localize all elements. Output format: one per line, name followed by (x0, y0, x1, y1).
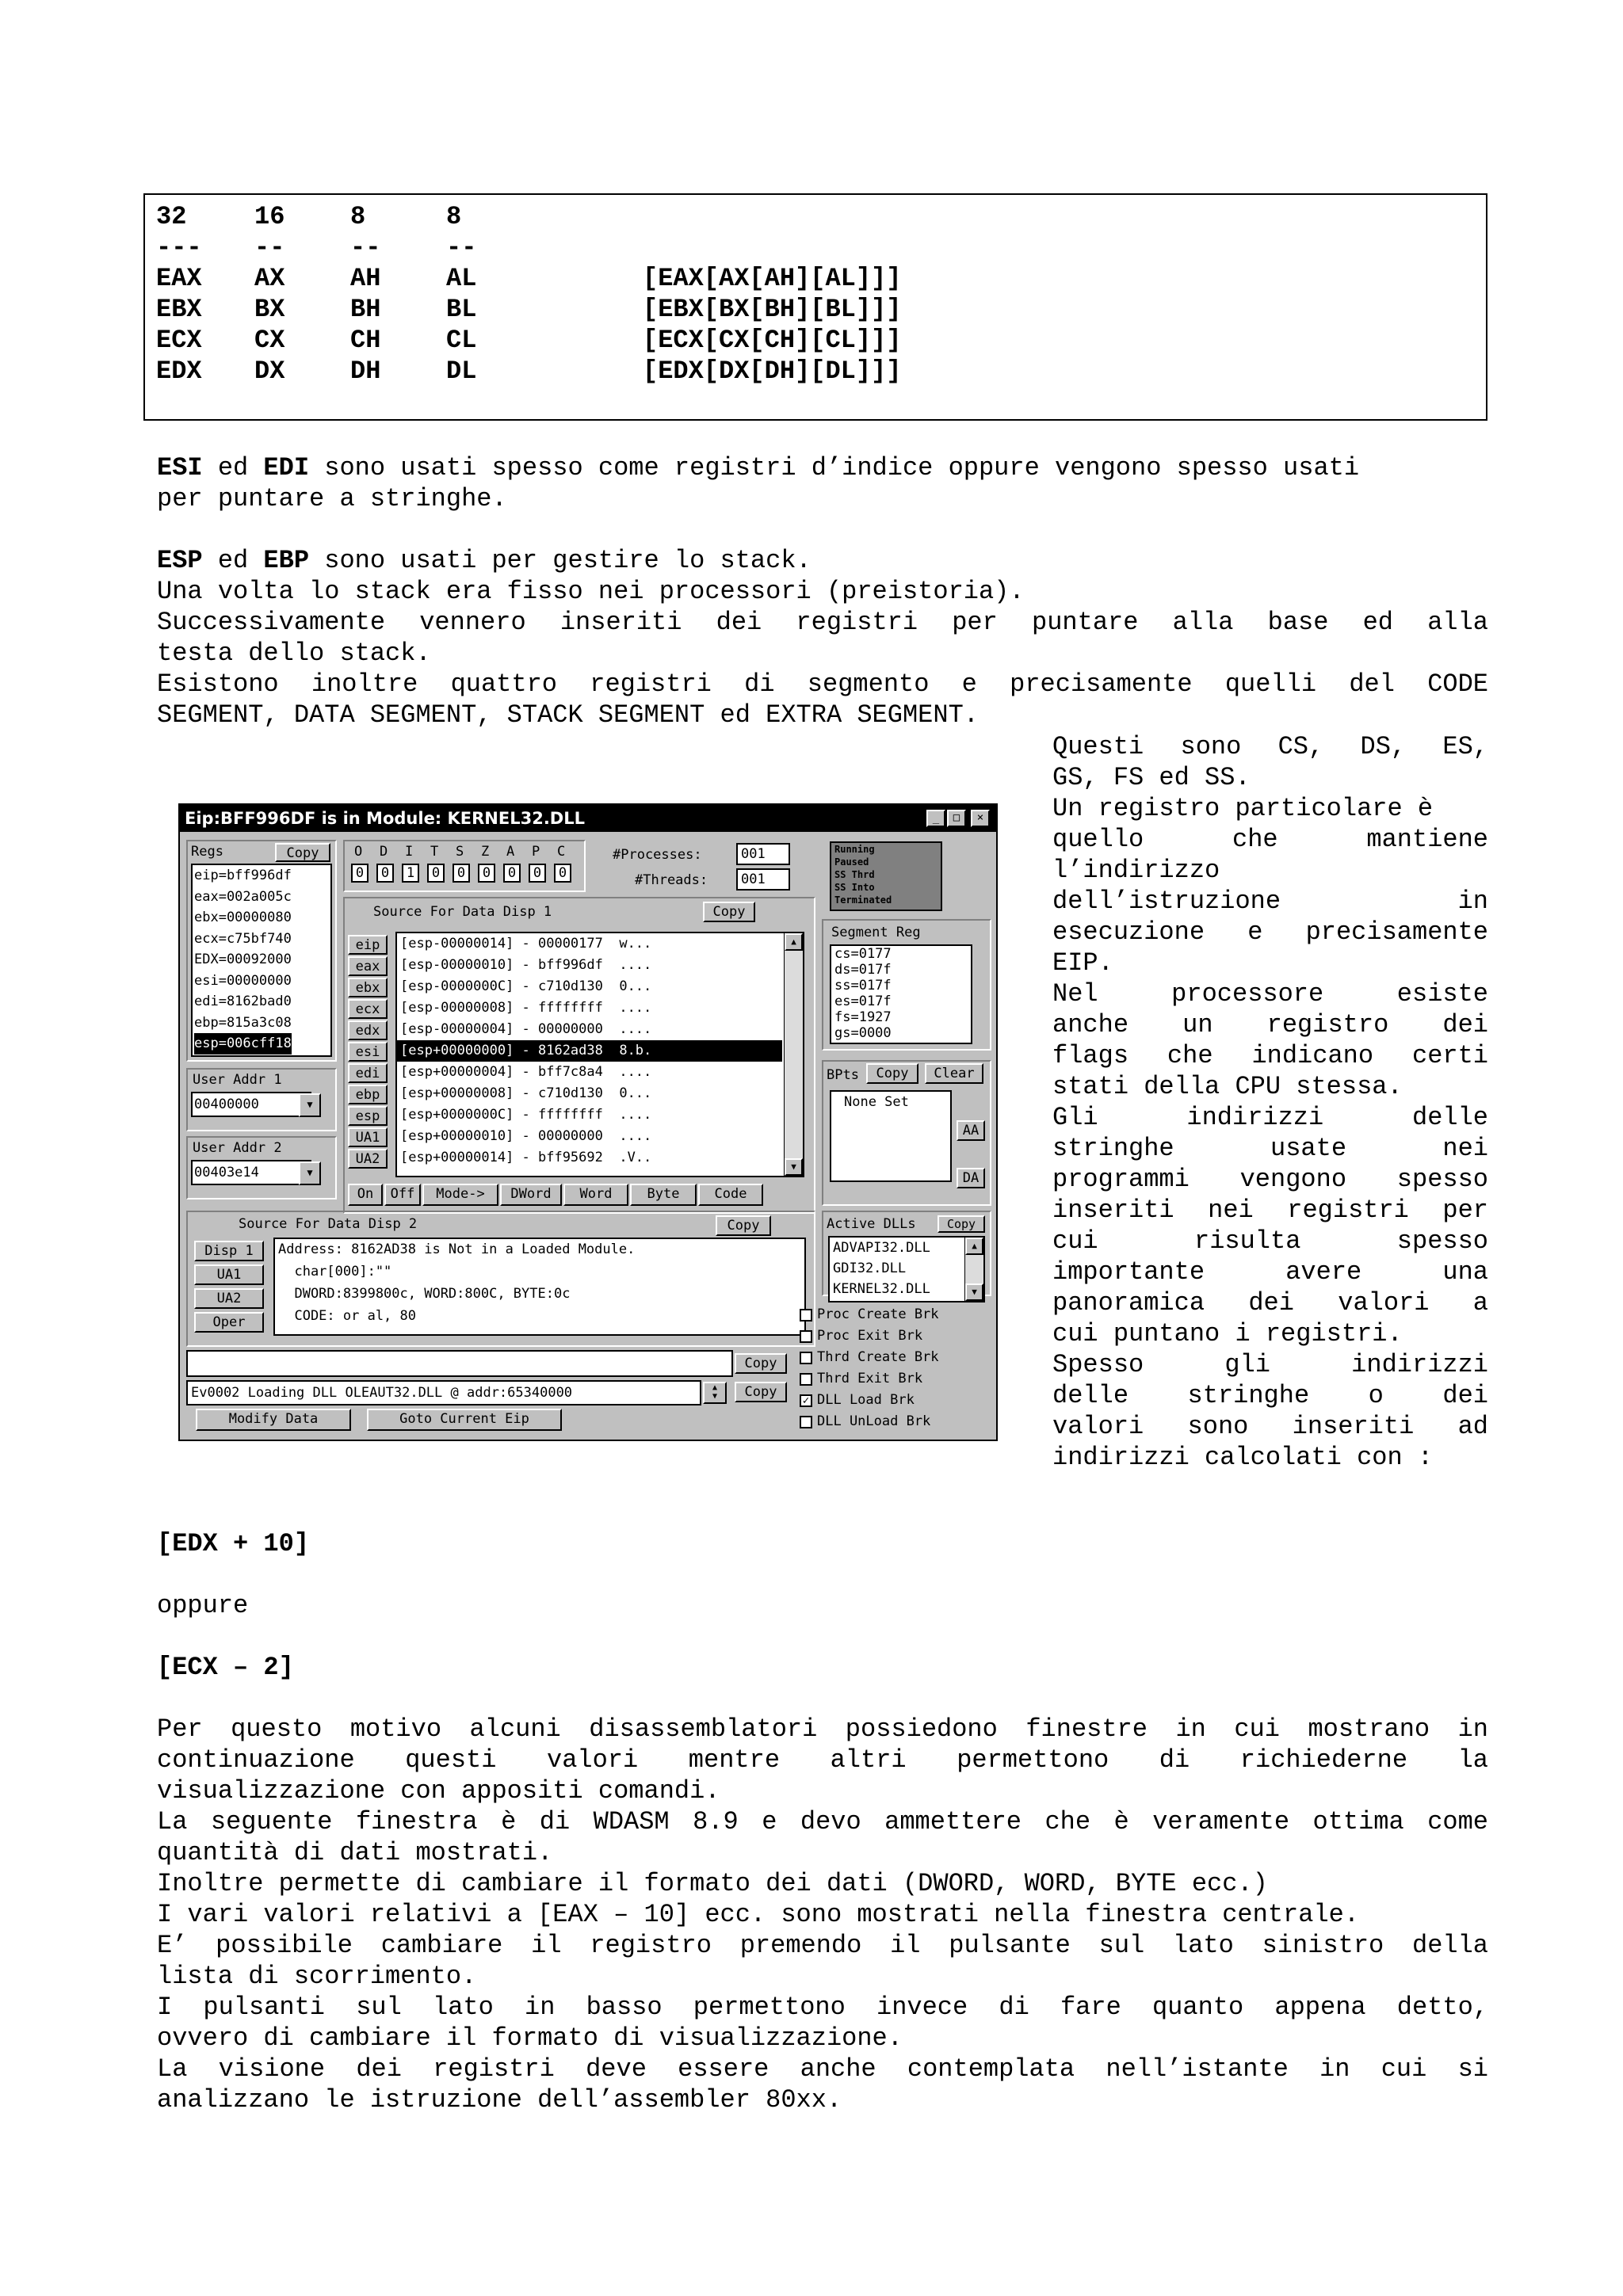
reg32-cell: ECX (156, 326, 202, 355)
flag-checkbox[interactable]: 0 (554, 864, 571, 883)
user-addr2-label: User Addr 2 (193, 1140, 282, 1156)
oppure-block (157, 1590, 1488, 1621)
debugger-window (178, 803, 998, 1441)
register-value: esp=006cff18 (194, 1033, 292, 1055)
text-span: ed (202, 546, 264, 575)
reg8h-cell: CH (350, 326, 381, 355)
disp2-line: char[000]:"" (278, 1264, 392, 1280)
register-table (143, 193, 1487, 421)
segment-register: ds=017f (834, 962, 892, 978)
reg8l-cell: DL (446, 357, 477, 386)
flag-label: A (506, 844, 515, 860)
side-text-line: cui puntano i registri. (1052, 1319, 1403, 1348)
processes-field[interactable]: 001 (736, 843, 790, 865)
header-cell: 32 (156, 202, 187, 231)
oppure-text: oppure (157, 1591, 249, 1620)
data-disp2-text (273, 1238, 806, 1336)
flag-checkbox[interactable]: 0 (376, 864, 394, 883)
checkbox-thrd-exit-brk[interactable] (800, 1373, 812, 1386)
text-span: sono usati per gestire lo stack. (309, 546, 812, 575)
mode-button-code[interactable]: Code (698, 1184, 763, 1206)
register-value: ecx=c75bf740 (194, 930, 292, 947)
register-button-ebp[interactable]: ebp (348, 1085, 388, 1104)
text-line: E’ possibile cambiare il registro premendo il pulsante sul lato sinistro della (157, 1931, 1488, 1960)
reg16-cell: DX (254, 357, 285, 386)
text-line: La visione dei registri deve essere anche contemplata nell’istante in cui si (157, 2054, 1488, 2084)
segment-register: cs=0177 (834, 946, 892, 962)
flag-label: I (405, 844, 414, 860)
side-text-line: stringhe usate nei (1052, 1134, 1488, 1163)
dlls-scrollbar[interactable] (964, 1238, 983, 1301)
reg32-cell: EBX (156, 295, 202, 324)
side-text-line: Spesso gli indirizzi (1052, 1350, 1488, 1379)
modify-data-button[interactable]: Modify Data (196, 1409, 351, 1431)
text-line: SEGMENT, DATA SEGMENT, STACK SEGMENT ed EXTRA SEGMENT. (157, 700, 979, 730)
reg16-cell: BX (254, 295, 285, 324)
side-text-line: Un registro particolare è (1052, 794, 1434, 823)
dash-cell: -- (350, 233, 381, 262)
paragraph-esp-ebp (157, 545, 1488, 730)
nested-cell: [EDX[DX[DH][DL]]] (643, 357, 902, 386)
disp2-line: DWORD:8399800c, WORD:800C, BYTE:0c (278, 1286, 571, 1302)
flag-label: D (380, 844, 388, 860)
bpts-label: BPts (827, 1067, 859, 1083)
data-row: [esp+00000004] - bff7c8a4 .... (400, 1064, 652, 1080)
reg8h-cell: BH (350, 295, 381, 324)
flag-label: T (430, 844, 439, 860)
threads-label: #Threads: (635, 872, 708, 888)
side-text-line: l’indirizzo (1052, 856, 1220, 885)
register-button-eip[interactable]: eip (348, 935, 388, 955)
header-cell: 16 (254, 202, 285, 231)
bold-term: EBP (263, 546, 310, 575)
side-text-line: quello che mantiene (1052, 825, 1488, 854)
bpts-value: None Set (844, 1094, 909, 1110)
text-line: visualizzazione con appositi comandi. (157, 1776, 720, 1806)
text-line: quantità di dati mostrati. (157, 1838, 553, 1867)
regs-copy-button[interactable]: Copy (275, 843, 330, 862)
text-line: Per questo motivo alcuni disassemblatori possiedono finestre in cui mostrano in (157, 1714, 1488, 1744)
legend-item: SS Thrd (834, 869, 875, 880)
side-text-line: dell’istruzione in (1052, 887, 1488, 916)
text-line (157, 545, 1488, 576)
header-cell: 8 (446, 202, 462, 231)
side-text-line: GS, FS ed SS. (1052, 763, 1251, 792)
side-text-line: EIP. (1052, 948, 1113, 978)
register-value: EDX=00092000 (194, 952, 292, 967)
text-line: testa dello stack. (157, 639, 431, 668)
mode-button-byte[interactable]: Byte (630, 1184, 697, 1206)
data-row: [esp-00000010] - bff996df .... (400, 957, 652, 973)
bold-term: ESI (157, 453, 203, 482)
side-text-line: inseriti nei registri per (1052, 1196, 1488, 1225)
expression-block (157, 1528, 1488, 1559)
flag-label: C (557, 844, 566, 860)
flag-checkbox[interactable]: 0 (529, 864, 546, 883)
text-line: Successivamente vennero inseriti dei registri per puntare alla base ed alla (157, 608, 1488, 637)
register-button-ecx[interactable]: ecx (348, 999, 388, 1019)
text-span: sono usati spesso come registri d’indice oppure vengono spesso usati (309, 453, 1360, 482)
command-input[interactable] (186, 1350, 733, 1377)
checkbox-dll-load-brk[interactable]: ✓ (800, 1394, 812, 1407)
nested-cell: [EBX[BX[BH][BL]]] (643, 295, 902, 324)
user-addr1-input[interactable]: 00400000 (191, 1092, 311, 1117)
text-line: analizzano le istruzione dell’assembler 80xx. (157, 2085, 842, 2115)
register-button-esp[interactable]: esp (348, 1106, 388, 1126)
text-line: La seguente finestra è di WDASM 8.9 e devo ammettere che è veramente ottima come (157, 1807, 1488, 1836)
dll-item: GDI32.DLL (833, 1261, 907, 1276)
event-log-field[interactable]: Ev0002 Loading DLL OLEAUT32.DLL @ addr:65340000 (186, 1380, 701, 1405)
register-button-ebx[interactable]: ebx (348, 978, 388, 997)
side-text-line: esecuzione e precisamente (1052, 917, 1488, 947)
reg32-cell: EDX (156, 357, 202, 386)
segment-register: ss=017f (834, 978, 892, 994)
segment-label: Segment Reg (831, 925, 921, 940)
segment-register: es=017f (834, 994, 892, 1009)
dll-item: ADVAPI32.DLL (833, 1240, 930, 1256)
side-column-text (1052, 731, 1488, 1473)
text-line: lista di scorrimento. (157, 1962, 477, 1991)
user-addr1-dropdown-icon[interactable]: ▼ (299, 1093, 321, 1117)
threads-field[interactable]: 001 (736, 868, 790, 891)
data-row: [esp+00000008] - c710d130 0... (400, 1085, 652, 1101)
register-button-eax[interactable]: eax (348, 956, 388, 976)
mode-button-mode[interactable]: Mode-> (422, 1184, 498, 1206)
side-text-line: Gli indirizzi delle (1052, 1103, 1488, 1132)
maximize-icon[interactable]: □ (947, 810, 966, 827)
user-addr2-input[interactable]: 00403e14 (191, 1160, 311, 1185)
spin-icon[interactable]: ▲ ▼ (703, 1382, 727, 1404)
segment-list (830, 944, 972, 1044)
text-line: Inoltre permette di cambiare il formato dei dati (DWORD, WORD, BYTE ecc.) (157, 1869, 1268, 1898)
side-text-line: importante avere una (1052, 1257, 1488, 1287)
checkbox-proc-exit-brk[interactable] (800, 1330, 812, 1343)
text-span: ed (202, 453, 264, 482)
regs-label: Regs (191, 844, 223, 860)
text-line: ovvero di cambiare il formato di visualizzazione. (157, 2023, 903, 2053)
side-text-line: flags che indicano certi (1052, 1041, 1488, 1070)
disp2-button-oper[interactable]: Oper (194, 1312, 264, 1333)
user-addr2-dropdown-icon[interactable]: ▼ (299, 1161, 321, 1185)
checkbox-label: Proc Exit Brk (817, 1328, 923, 1344)
reg32-cell: EAX (156, 264, 202, 293)
aa-button[interactable]: AA (957, 1120, 985, 1141)
register-button-edi[interactable]: edi (348, 1063, 388, 1083)
text-line: per puntare a stringhe. (157, 484, 507, 513)
processes-label: #Processes: (613, 847, 702, 863)
mode-button-dword[interactable]: DWord (500, 1184, 562, 1206)
user-addr1-label: User Addr 1 (193, 1072, 282, 1088)
side-text-line: Nel processore esiste (1052, 979, 1488, 1009)
expression-block (157, 1652, 1488, 1683)
register-value: eax=002a005c (194, 888, 292, 905)
event-copy-button[interactable]: Copy (735, 1382, 787, 1402)
window-title: Eip:BFF996DF is in Module: KERNEL32.DLL (180, 805, 996, 832)
expression-edx: [EDX + 10] (157, 1529, 310, 1558)
data-row: [esp-00000008] - ffffffff .... (400, 1000, 652, 1016)
disp2-button-ua1[interactable]: UA1 (194, 1264, 264, 1285)
data-row: [esp+00000000] - 8162ad38 8.b. (397, 1040, 782, 1062)
reg8l-cell: BL (446, 295, 477, 324)
data-row: [esp+0000000C] - ffffffff .... (400, 1107, 652, 1123)
checkbox-dll-unload-brk[interactable] (800, 1416, 812, 1428)
checkbox-label: DLL Load Brk (817, 1392, 915, 1408)
dash-cell: -- (446, 233, 477, 262)
bpts-clear-button[interactable]: Clear (925, 1063, 983, 1084)
reg16-cell: AX (254, 264, 285, 293)
flag-label: S (456, 844, 464, 860)
checkbox-proc-create-brk[interactable] (800, 1309, 812, 1322)
dlls-list (828, 1236, 985, 1302)
mode-button-off[interactable]: Off (384, 1184, 421, 1206)
paragraph-esi-edi (157, 452, 1488, 514)
data-row: [esp+00000014] - bff95692 .V.. (400, 1150, 652, 1165)
checkbox-label: Proc Create Brk (817, 1306, 939, 1322)
flag-checkbox[interactable]: 1 (402, 864, 419, 883)
flag-checkbox[interactable]: 0 (478, 864, 495, 883)
scroll-up-icon[interactable]: ▲ (785, 933, 803, 951)
legend-item: Running (834, 844, 875, 855)
dlls-copy-button[interactable]: Copy (938, 1215, 985, 1233)
reg8h-cell: DH (350, 357, 381, 386)
text-line: I pulsanti sul lato in basso permettono invece di fare quanto appena detto, (157, 1993, 1488, 2022)
disp1-scrollbar[interactable] (784, 933, 803, 1176)
side-text-line: valori sono inseriti ad (1052, 1412, 1488, 1441)
goto-current-eip-button[interactable]: Goto Current Eip (367, 1409, 562, 1431)
side-text-line: delle stringhe o dei (1052, 1381, 1488, 1410)
command-copy-button[interactable]: Copy (735, 1353, 787, 1374)
data-row: [esp-00000014] - 00000177 w... (400, 936, 652, 952)
text-line (157, 452, 1488, 483)
scroll-down-icon[interactable]: ▼ (785, 1158, 803, 1176)
register-value: eip=bff996df (194, 868, 292, 883)
dlls-label: Active DLLs (827, 1216, 916, 1232)
flag-label: P (532, 844, 540, 860)
bold-term: ESP (157, 546, 203, 575)
mode-button-word[interactable]: Word (563, 1184, 628, 1206)
text-line: Esistono inoltre quattro registri di segmento e precisamente quelli del CODE (157, 669, 1488, 699)
register-button-ua2[interactable]: UA2 (348, 1149, 388, 1169)
source2-copy-button[interactable]: Copy (716, 1215, 771, 1236)
register-button-edx[interactable]: edx (348, 1020, 388, 1040)
segment-register: fs=1927 (834, 1009, 892, 1025)
register-value: ebx=00000080 (194, 910, 292, 925)
side-text-line: panoramica dei valori a (1052, 1288, 1488, 1318)
flag-checkbox[interactable]: 0 (427, 864, 445, 883)
side-text-line: programmi vengono spesso (1052, 1165, 1488, 1194)
text-line: I vari valori relativi a [EAX – 10] ecc. sono mostrati nella finestra centrale. (157, 1900, 1360, 1929)
flag-checkbox[interactable]: 0 (503, 864, 521, 883)
close-icon[interactable]: × (971, 810, 990, 827)
data-disp1-list (395, 932, 804, 1177)
nested-cell: [ECX[CX[CH][CL]]] (643, 326, 902, 355)
disp2-button-disp1[interactable]: Disp 1 (194, 1241, 264, 1261)
dll-item: KERNEL32.DLL (833, 1281, 930, 1297)
checkbox-label: Thrd Exit Brk (817, 1371, 923, 1386)
side-text-line: stati della CPU stessa. (1052, 1072, 1403, 1101)
paragraph-disassemblers (157, 1714, 1488, 2115)
register-button-esi[interactable]: esi (348, 1042, 388, 1062)
register-button-ua1[interactable]: UA1 (348, 1127, 388, 1147)
data-row: [esp-0000000C] - c710d130 0... (400, 978, 652, 994)
disp2-line: CODE: or al, 80 (278, 1308, 416, 1324)
legend-item: Terminated (834, 894, 892, 906)
source1-label: Source For Data Disp 1 (373, 904, 552, 920)
header-cell: 8 (350, 202, 366, 231)
flag-label: Z (481, 844, 490, 860)
status-legend (830, 841, 942, 911)
checkbox-thrd-create-brk[interactable] (800, 1352, 812, 1364)
dash-cell: -- (254, 233, 285, 262)
da-button[interactable]: DA (957, 1168, 985, 1188)
disp2-line: Address: 8162AD38 is Not in a Loaded Module. (278, 1241, 636, 1257)
scroll-up-icon[interactable]: ▲ (965, 1238, 983, 1255)
expression-ecx: [ECX – 2] (157, 1653, 294, 1682)
flag-checkbox[interactable]: 0 (453, 864, 470, 883)
minimize-icon[interactable]: _ (926, 810, 945, 827)
segment-register: gs=0000 (834, 1025, 892, 1041)
reg16-cell: CX (254, 326, 285, 355)
bpts-copy-button[interactable]: Copy (866, 1063, 918, 1084)
register-value: ebp=815a3c08 (194, 1014, 292, 1031)
bold-term: EDI (263, 453, 310, 482)
disp2-button-ua2[interactable]: UA2 (194, 1288, 264, 1309)
source1-copy-button[interactable]: Copy (703, 902, 755, 922)
side-text-line: cui risulta spesso (1052, 1226, 1488, 1256)
mode-button-on[interactable]: On (348, 1184, 383, 1206)
regs-list (191, 864, 332, 1057)
nested-cell: [EAX[AX[AH][AL]]] (643, 264, 902, 293)
source2-label: Source For Data Disp 2 (239, 1216, 418, 1232)
checkbox-label: Thrd Create Brk (817, 1349, 939, 1365)
scroll-down-icon[interactable]: ▼ (965, 1283, 983, 1301)
register-value: esi=00000000 (194, 972, 292, 989)
text-line: continuazione questi valori mentre altri permettono di richiederne la (157, 1745, 1488, 1775)
data-row: [esp-00000004] - 00000000 .... (400, 1021, 652, 1037)
reg8h-cell: AH (350, 264, 381, 293)
side-text-line: Questi sono CS, DS, ES, (1052, 732, 1488, 761)
reg8l-cell: CL (446, 326, 477, 355)
side-text-line: anche un registro dei (1052, 1010, 1488, 1039)
checkbox-label: DLL UnLoad Brk (817, 1413, 931, 1429)
flag-checkbox[interactable]: 0 (351, 864, 369, 883)
side-text-line: indirizzi calcolati con : (1052, 1443, 1434, 1472)
legend-item: SS Into (834, 882, 875, 893)
reg8l-cell: AL (446, 264, 477, 293)
flag-label: O (354, 844, 363, 860)
legend-item: Paused (834, 856, 869, 868)
register-value: edi=8162bad0 (194, 994, 292, 1009)
text-line: Una volta lo stack era fisso nei processori (preistoria). (157, 577, 1025, 606)
dash-cell: --- (156, 233, 202, 262)
bpts-list (830, 1090, 952, 1182)
data-row: [esp+00000010] - 00000000 .... (400, 1128, 652, 1144)
